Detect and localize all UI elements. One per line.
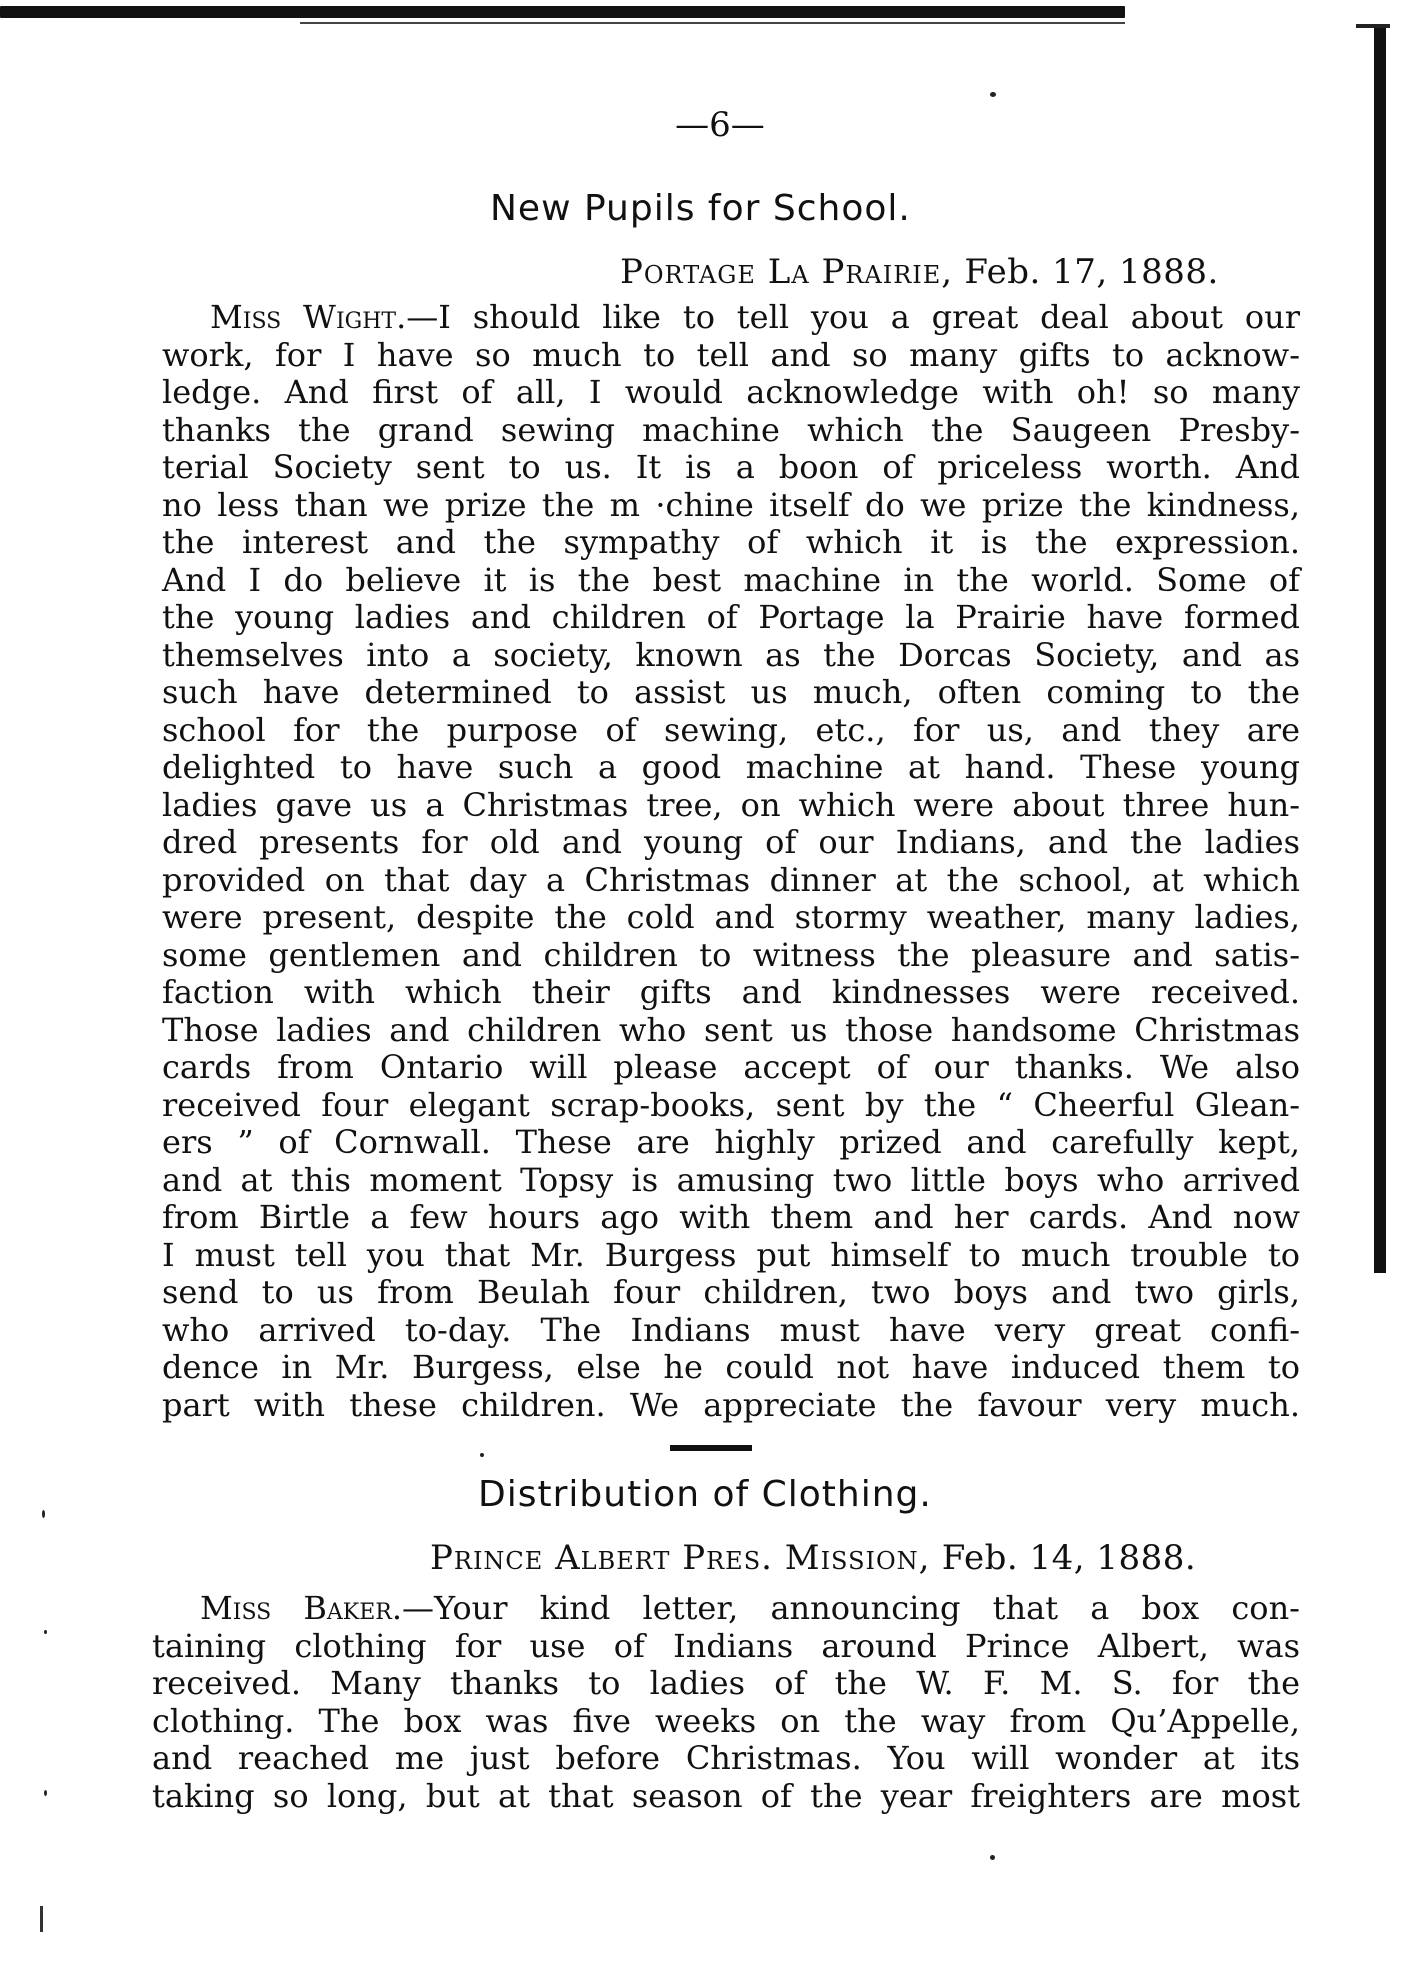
text-line: themselves into a society, known as the Dorcas Society, and as (162, 635, 1300, 674)
section-divider (670, 1445, 752, 1451)
text-line: And I do believe it is the best machine in the world. Some of (162, 560, 1300, 599)
dateline-date: Feb. 14, 1888. (941, 1538, 1197, 1578)
text-line: ledge. And first of all, I would acknowledge with oh! so many (162, 373, 1300, 411)
text-line (162, 299, 1300, 337)
text-line: dred presents for old and young of our Indians, and the ladies (162, 823, 1300, 861)
text-line: school for the purpose of sewing, etc., for us, and they are (162, 710, 1300, 749)
section-heading-new-pupils: New Pupils for School. (490, 188, 911, 229)
dateline-prince-albert (430, 1538, 1196, 1578)
text-line: work, for I have so much to tell and so many gifts to acknow- (162, 335, 1300, 374)
dateline-place: Prince Albert Pres. Mission, (430, 1538, 931, 1578)
text-line: received. Many thanks to ladies of the W. F. M. S. for the (152, 1664, 1300, 1702)
text-line: clothing. The box was five weeks on the way from Qu’Appelle, (152, 1701, 1300, 1740)
text-line: send to us from Beulah four children, two boys and two girls, (162, 1273, 1300, 1311)
text-line: who arrived to-day. The Indians must have very great confi- (162, 1310, 1300, 1349)
letter-body-wight (162, 299, 1300, 1424)
right-border-bar (1374, 28, 1386, 1273)
text-line: the interest and the sympathy of which it is the expression. (162, 523, 1300, 561)
top-border-thin-rule (300, 22, 1125, 24)
text-line-content: —I should like to tell you a great deal about our (406, 298, 1301, 336)
text-line: received four elegant scrap-books, sent by the “ Cheerful Glean- (162, 1085, 1300, 1124)
text-line: delighted to have such a good machine at hand. These young (162, 748, 1300, 786)
salutation: Miss Baker. (200, 1589, 402, 1627)
dateline-place: Portage La Prairie, (620, 252, 954, 292)
section-heading-distribution: Distribution of Clothing. (478, 1474, 932, 1515)
margin-mark (40, 1906, 43, 1932)
text-line: dence in Mr. Burgess, else he could not have induced them to (162, 1348, 1300, 1386)
letter-body-baker (152, 1590, 1300, 1815)
text-line: terial Society sent to us. It is a boon of priceless worth. And (162, 448, 1300, 486)
salutation: Miss Wight. (210, 298, 407, 336)
text-line (152, 1590, 1300, 1628)
text-line: cards from Ontario will please accept of our thanks. We also (162, 1048, 1300, 1086)
text-line: from Birtle a few hours ago with them and her cards. And now (162, 1198, 1300, 1236)
text-line: such have determined to assist us much, often coming to the (162, 673, 1300, 711)
dateline-date: Feb. 17, 1888. (964, 252, 1219, 292)
page-number: —6— (675, 105, 765, 145)
text-line: I must tell you that Mr. Burgess put himself to much trouble to (162, 1235, 1300, 1274)
text-line: faction with which their gifts and kindnesses were received. (162, 973, 1300, 1011)
text-line: and at this moment Topsy is amusing two little boys who arrived (162, 1160, 1300, 1199)
text-line: taining clothing for use of Indians around Prince Albert, was (152, 1626, 1300, 1665)
text-line: part with these children. We appreciate the favour very much. (162, 1385, 1300, 1424)
dateline-portage (620, 252, 1219, 292)
text-line: ladies gave us a Christmas tree, on which were about three hun- (162, 785, 1300, 824)
text-line: were present, despite the cold and stormy weather, many ladies, (162, 898, 1300, 936)
top-border-rule (0, 6, 1125, 18)
text-line: some gentlemen and children to witness the pleasure and satis- (162, 935, 1300, 974)
text-line: provided on that day a Christmas dinner at the school, at which (162, 860, 1300, 899)
text-line: taking so long, but at that season of the year freighters are most (152, 1776, 1300, 1815)
text-line: thanks the grand sewing machine which the Saugeen Presby- (162, 410, 1300, 449)
text-line: no less than we prize the m ·chine itself do we prize the kindness, (162, 485, 1300, 524)
text-line: ers ” of Cornwall. These are highly prized and carefully kept, (162, 1123, 1300, 1161)
text-line: Those ladies and children who sent us those handsome Christmas (162, 1010, 1300, 1049)
text-line: and reached me just before Christmas. You will wonder at its (152, 1739, 1300, 1777)
text-line: the young ladies and children of Portage la Prairie have formed (162, 598, 1300, 636)
text-line-content: —Your kind letter, announcing that a box con- (402, 1589, 1300, 1627)
